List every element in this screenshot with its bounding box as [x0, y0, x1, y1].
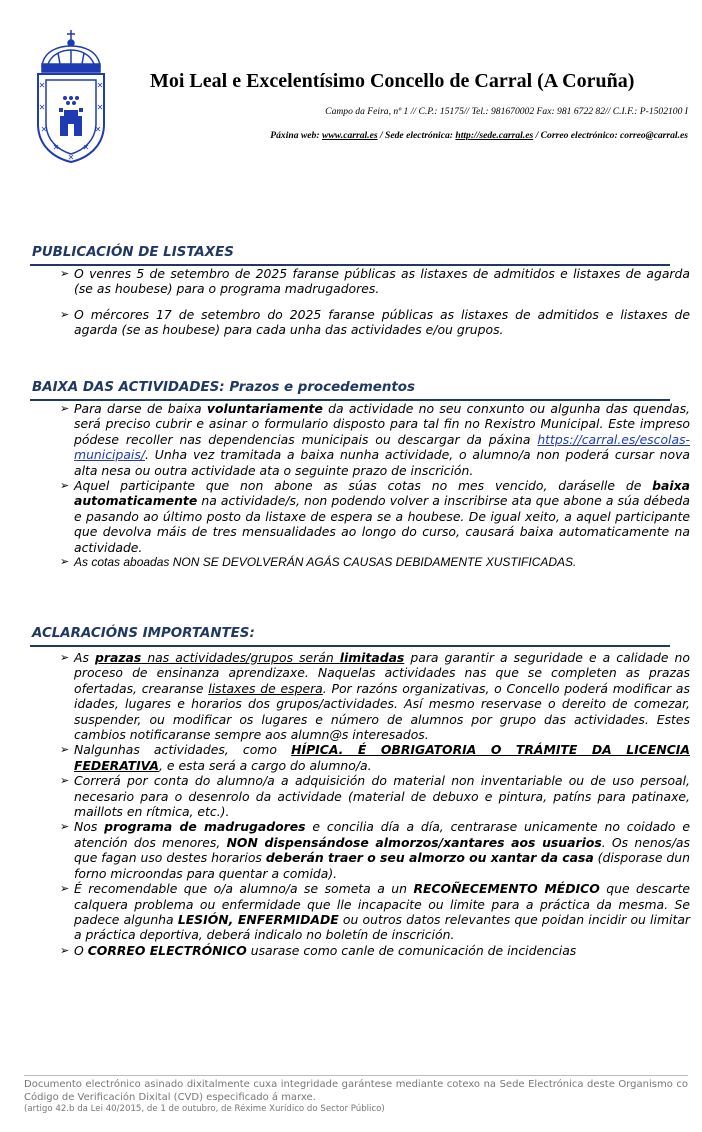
bullet-icon: ➢ — [60, 820, 70, 834]
section-rule — [30, 645, 670, 647]
list-item: ➢ O mércores 17 de setembro do 2025 faranse públicas as listaxes de admitidos e listaxes de agarda (se as houbese) para cada unha das actividades e/ou grupos. — [60, 306, 690, 338]
publicacion-list — [60, 266, 690, 338]
aclaracions-list — [60, 650, 690, 958]
list-item: ➢ Nos programa de madrugadores e concilia día a día, centrarase unicamente no coidado e atención dos menores, NON dispensándose almorzos/xantares aos usuarios. Os nenos/as que fagan uso destes horarios deberán traer o seu almorzo ou xantar da casa (disporase dun forno microondas para quentar a comida). — [60, 819, 690, 881]
footer — [24, 1075, 688, 1115]
bullet-icon: ➢ — [60, 882, 70, 896]
list-item: ➢ O venres 5 de setembro de 2025 faranse públicas as listaxes de admitidos e listaxes de agarda (se as houbese) para o programa madrugadores. — [60, 266, 690, 297]
section-heading-aclaracions: ACLARACIÓNS IMPORTANTES: — [32, 626, 255, 641]
svg-text:✕: ✕ — [82, 143, 90, 152]
page-title: Moi Leal e Excelentísimo Concello de Carral (A Coruña) — [150, 70, 635, 92]
bullet-icon: ➢ — [60, 402, 70, 415]
list-item: ➢ As cotas aboadas NON SE DEVOLVERÁN AGÁS CAUSAS DEBIDAMENTE XUSTIFICADAS. — [60, 555, 577, 570]
svg-text:✕: ✕ — [40, 125, 48, 134]
section-heading-publicacion: PUBLICACIÓN DE LISTAXES — [32, 245, 234, 260]
bullet-icon: ➢ — [60, 556, 70, 569]
org-address: Campo da Feira, nº 1 // C.P.: 15175// Tel.: 981670002 Fax: 981 6722 82// C.I.F.: P-1502100 I — [325, 106, 688, 117]
footer-legal-ref: (artigo 42.b da Lei 40/2015, de 1 de outubro, de Réxime Xurídico do Sector Público) — [24, 1104, 385, 1114]
svg-text:✕: ✕ — [94, 125, 102, 134]
bullet-icon: ➢ — [60, 479, 70, 493]
web-link[interactable]: www.carral.es — [321, 130, 378, 141]
svg-text:✕: ✕ — [96, 81, 104, 90]
email-label: / Correo electrónico: correo@carral.es — [533, 130, 688, 141]
list-item: ➢ Para darse de baixa voluntariamente da actividade no seu conxunto ou algunha das quendas, será preciso cubrir e asinar o formulario disposto para tal fin no Rexistro Municipal. Este impreso pódese recoller nas dependencias municipais ou descargar da páxina https://carral.es/escolas-municipais/. Unha vez tramitada a baixa nunha actividade, o alumno/a non poderá cursar nova alta nesa ou outra actividade ata o seguinte prazo de inscrición. — [60, 401, 690, 478]
list-item: ➢ Correrá por conta do alumno/a a adquisición do material non inventariable ou de uso persoal, necesario para o desenrolo da actividade (material de debuxo e pintura, patíns para patinaxe, maillots en rítmica, etc.). — [60, 773, 690, 820]
list-item: ➢ As prazas nas actividades/grupos serán limitadas para garantir a seguridade e a calidade no proceso de ensinanza aprendizaxe. Naquelas actividades nas que se completen as prazas ofertadas, crearanse listaxes de espera. Por razóns organizativas, o Concello poderá modificar as idades, lugares e horarios dos grupos/actividades. Así mesmo reservase o dereito de comezar, suspender, ou modificar os lugares e número de alumnos por grupo das actividades. Estes cambios notificaranse sempre aos alumn@s interesados. — [60, 650, 690, 743]
svg-text:✕: ✕ — [67, 153, 75, 162]
sede-label: / Sede electrónica: — [377, 130, 456, 141]
list-item: ➢ Nalgunhas actividades, como HÍPICA. É OBRIGATORIA O TRÁMITE DA LICENCIA FEDERATIVA, e esta será a cargo do alumno/a. — [60, 742, 690, 773]
bullet-icon: ➢ — [60, 774, 70, 788]
footer-signature-note: Documento electrónico asinado dixitalmente cuxa integridade garántese mediante cotexo na Sede Electrónica deste Organismo co Código de Verificación Dixital (CVD) especificado á marxe. — [24, 1079, 688, 1103]
svg-text:✕: ✕ — [38, 81, 46, 90]
bullet-icon: ➢ — [60, 743, 70, 757]
svg-text:✕: ✕ — [38, 103, 46, 112]
svg-text:✕: ✕ — [96, 103, 104, 112]
bullet-icon: ➢ — [60, 651, 70, 664]
bullet-icon: ➢ — [60, 267, 70, 280]
list-item: ➢ Aquel participante que non abone as súas cotas no mes vencido, daráselle de baixa automaticamente na actividade/s, non podendo volver a inscribirse ata que abone a súa débeda e pasando ao último posto da listaxe de espera se a houbese. De igual xeito, a aquel participante que devolva máis de tres mensualidades ao longo do curso, causará baixa automaticamente na actividade. — [60, 478, 690, 555]
crest-icon — [30, 28, 112, 164]
baixa-list — [60, 401, 690, 570]
bullet-icon: ➢ — [60, 943, 70, 957]
list-item: ➢ O CORREO ELECTRÓNICO usarase como canle de comunicación de incidencias — [60, 942, 577, 958]
bullet-icon: ➢ — [60, 307, 70, 321]
sede-link[interactable]: http://sede.carral.es — [455, 130, 534, 141]
section-heading-baixa: BAIXA DAS ACTIVIDADES: Prazos e procedementos — [32, 380, 415, 395]
org-contact-line — [270, 130, 688, 141]
escolas-link[interactable]: https://carral.es/escolas-municipais/ — [74, 431, 690, 463]
list-item: ➢ É recomendable que o/a alumno/a se someta a un RECOÑECEMENTO MÉDICO que descarte calquera problema ou enfermidade que lle incapacite ou limite para a práctica da mesma. Se padece algunha LESIÓN, ENFERMIDADE ou outros datos relevantes que poidan incidir ou limitar a práctica deportiva, deberá indicalo no boletín de inscrición. — [60, 881, 691, 943]
svg-text:✕: ✕ — [52, 143, 60, 152]
web-label: Páxina web: — [270, 130, 322, 141]
